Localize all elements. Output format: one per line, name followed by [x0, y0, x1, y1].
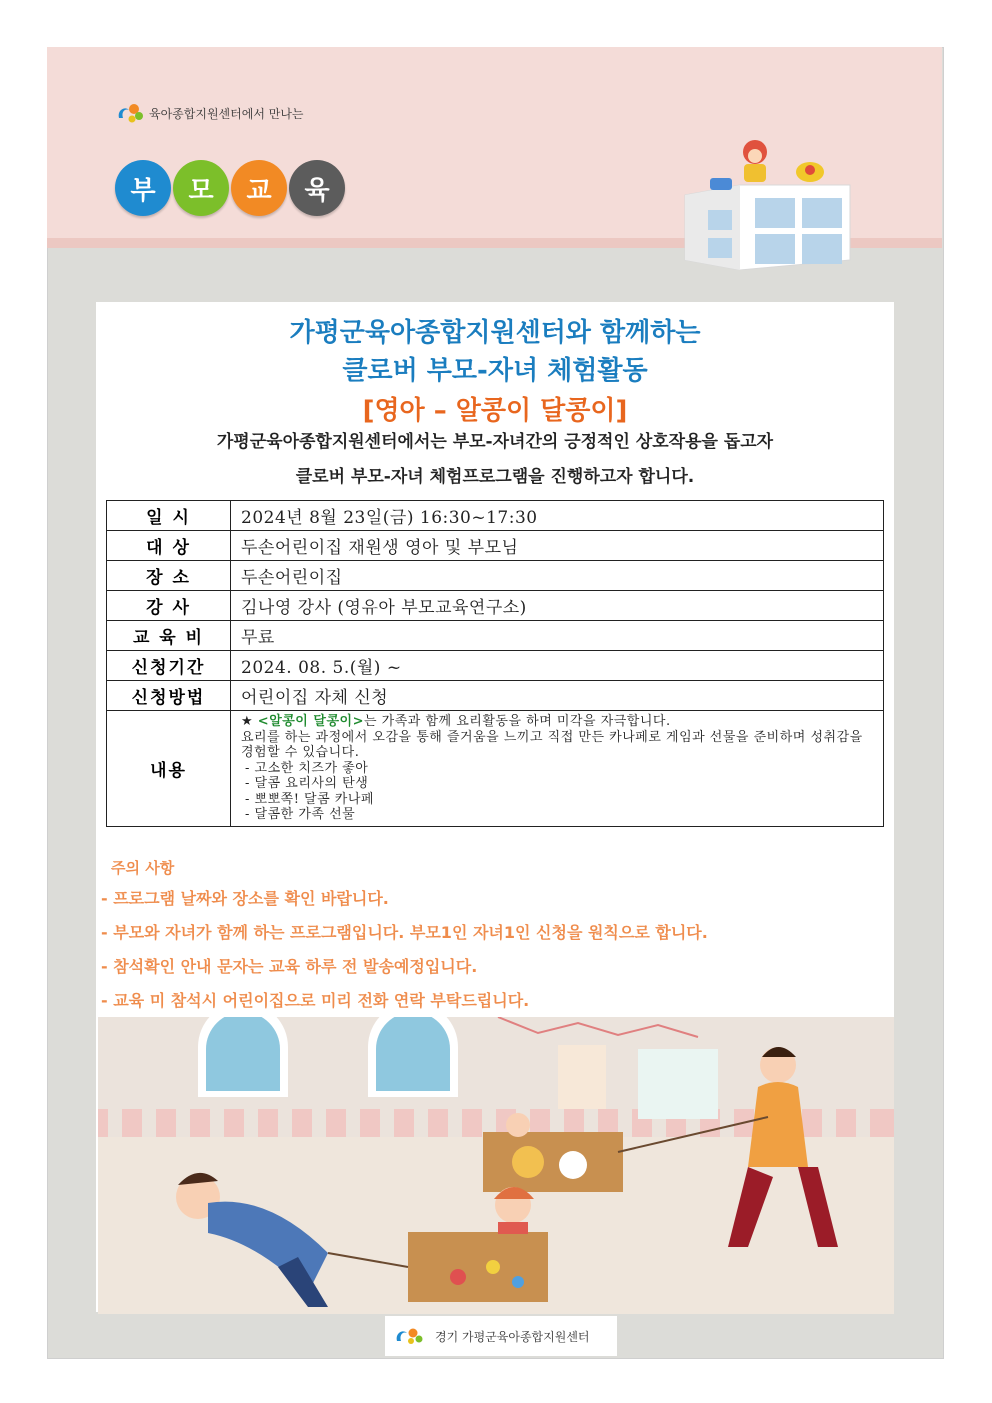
program-char-3: 교 [231, 160, 287, 216]
row-label: 신청방법 [107, 681, 231, 711]
title-line-1: 가평군육아종합지원센터와 함께하는 [289, 318, 701, 348]
content-desc-2: 요리를 하는 과정에서 오감을 통해 즐거움을 느끼고 직접 만든 카나페로 게임과 선물을 준비하며 성취감을 경험할 수 있습니다. [241, 729, 863, 760]
center-logo [115, 100, 304, 126]
content-intro [241, 714, 873, 730]
notice-section [101, 857, 708, 1022]
program-char-1: 부 [115, 160, 171, 216]
content-description [231, 711, 884, 827]
table-row-content [107, 711, 884, 827]
row-label: 신청기간 [107, 651, 231, 681]
row-label: 강 사 [107, 591, 231, 621]
toy-shelf-illustration [680, 130, 860, 270]
table-row [107, 531, 884, 561]
program-char-2: 모 [173, 160, 229, 216]
program-char-4: 육 [289, 160, 345, 216]
row-label: 장 소 [107, 561, 231, 591]
notice-title: 주의 사항 [111, 859, 175, 877]
family-illustration [98, 1017, 894, 1314]
row-value: 김나영 강사 (영유아 부모교육연구소) [231, 591, 884, 621]
row-value: 두손어린이집 재원생 영아 및 부모님 [231, 531, 884, 561]
program-name: <알콩이 달콩이> [257, 714, 364, 729]
row-value: 무료 [231, 621, 884, 651]
info-table [106, 500, 884, 827]
notice-item: - 부모와 자녀가 함께 하는 프로그램입니다. 부모1인 자녀1인 신청을 원칙으로 합니다. [101, 923, 708, 942]
notice-item: - 교육 미 참석시 어린이집으로 미리 전화 연락 부탁드립니다. [101, 991, 530, 1010]
row-value: 어린이집 자체 신청 [231, 681, 884, 711]
table-row [107, 591, 884, 621]
center-brand-text: 육아종합지원센터에서 만나는 [149, 106, 304, 121]
table-row [107, 561, 884, 591]
title-line-2: 클로버 부모-자녀 체험활동 [342, 356, 648, 386]
row-value: 2024. 08. 5.(월) ~ [231, 651, 884, 681]
intro-line-1: 가평군육아종합지원센터에서는 부모-자녀간의 긍정적인 상호작용을 돕고자 [216, 432, 774, 452]
footer-org-logo [385, 1316, 617, 1356]
family-illustration-art [98, 1017, 894, 1314]
center-logo-icon [115, 100, 145, 126]
row-label: 교 육 비 [107, 621, 231, 651]
content-label: 내용 [107, 711, 231, 827]
row-value: 두손어린이집 [231, 561, 884, 591]
title-line-3: [영아 – 알콩이 달콩이] [362, 396, 628, 426]
notice-item: - 참석확인 안내 문자는 교육 하루 전 발송예정입니다. [101, 957, 478, 976]
content-item: - 달콤한 가족 선물 [245, 807, 356, 822]
content-item: - 고소한 치즈가 좋아 [245, 760, 369, 776]
program-title-circles [115, 160, 345, 216]
center-logo-icon [393, 1325, 429, 1347]
star-icon: ★ [241, 714, 258, 729]
row-label: 대 상 [107, 531, 231, 561]
intro-line-2: 클로버 부모-자녀 체험프로그램을 진행하고자 합니다. [295, 467, 695, 487]
table-row [107, 501, 884, 531]
footer-org-name: 경기 가평군육아종합지원센터 [435, 1329, 590, 1344]
content-item: - 달콤 요리사의 탄생 [245, 776, 369, 791]
table-row [107, 621, 884, 651]
row-value: 2024년 8월 23일(금) 16:30~17:30 [231, 501, 884, 531]
row-label: 일 시 [107, 501, 231, 531]
notice-item: - 프로그램 날짜와 장소를 확인 바랍니다. [101, 889, 389, 908]
content-desc-1: 는 가족과 함께 요리활동을 하며 미각을 자극합니다. [363, 714, 671, 729]
content-item: - 뽀뽀쪽! 달콤 카나페 [245, 791, 374, 807]
table-row [107, 681, 884, 711]
table-row [107, 651, 884, 681]
